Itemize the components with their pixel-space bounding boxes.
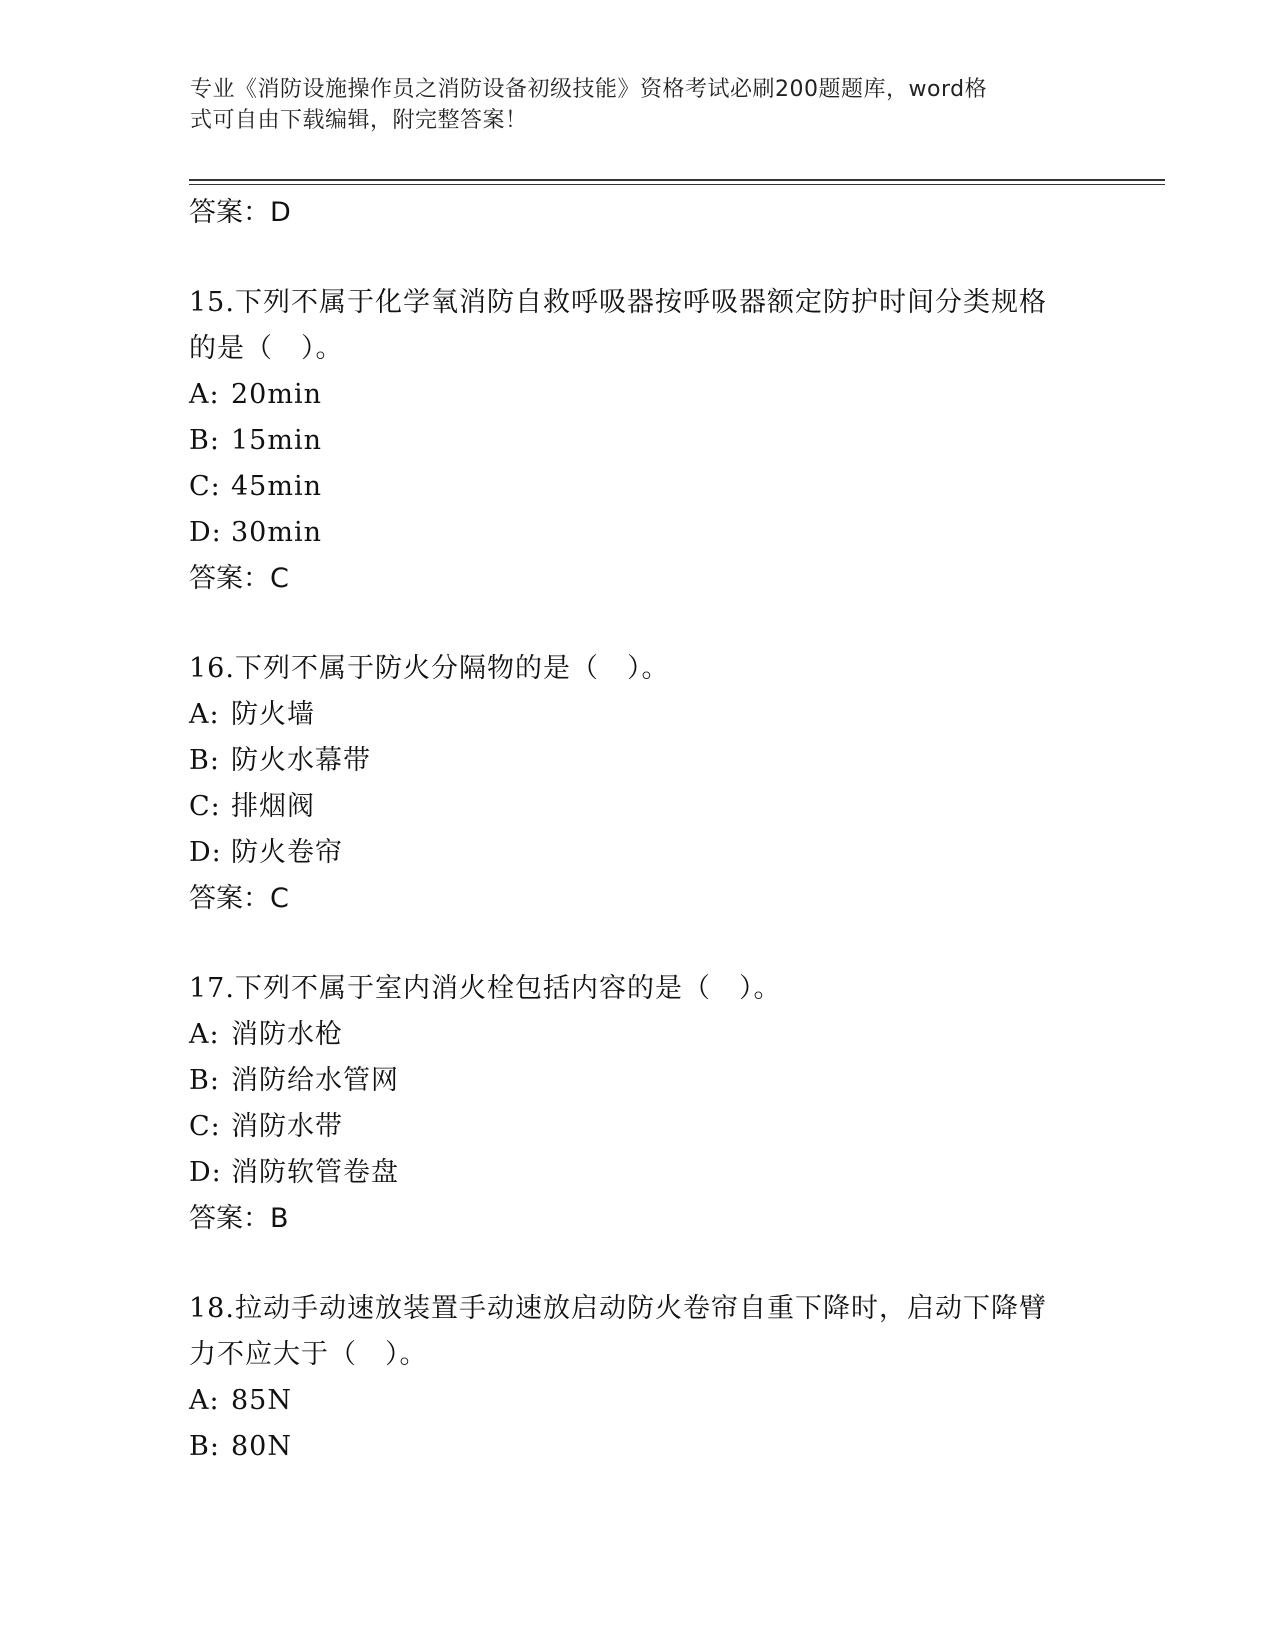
answer-label: 答案： xyxy=(189,563,270,594)
option-b xyxy=(189,418,1089,464)
question-18 xyxy=(189,1286,1089,1470)
option-text: 防火墙 xyxy=(231,699,315,730)
option-d xyxy=(189,1150,1089,1196)
option-text: 排烟阀 xyxy=(231,791,315,822)
option-letter: D: xyxy=(189,1157,222,1188)
question-text-continued: 力不应大于（ ）。 xyxy=(189,1339,428,1370)
answer-value: C xyxy=(270,883,289,914)
question-list xyxy=(189,190,1089,1470)
option-text: 80N xyxy=(231,1431,292,1462)
header-line-2: 式可自由下载编辑，附完整答案！ xyxy=(190,108,528,133)
option-text: 85N xyxy=(231,1385,292,1416)
option-text: 30min xyxy=(231,517,322,548)
answer-label: 答案： xyxy=(189,1203,270,1234)
option-d xyxy=(189,830,1089,876)
option-c xyxy=(189,784,1089,830)
option-text: 20min xyxy=(231,379,322,410)
option-text: 防火卷帘 xyxy=(231,837,343,868)
option-letter: C: xyxy=(189,791,221,822)
question-text: 18.拉动手动速放装置手动速放启动防火卷帘自重下降时，启动下降臂 xyxy=(189,1293,1047,1324)
option-text: 防火水幕带 xyxy=(231,745,371,776)
option-text: 45min xyxy=(231,471,322,502)
option-letter: C: xyxy=(189,1111,221,1142)
option-d xyxy=(189,510,1089,556)
answer-label: 答案： xyxy=(189,883,270,914)
option-text: 消防给水管网 xyxy=(231,1065,399,1096)
option-text: 消防水带 xyxy=(231,1111,343,1142)
option-c xyxy=(189,1104,1089,1150)
question-15 xyxy=(189,280,1089,602)
answer-line xyxy=(189,1196,1089,1242)
question-number: 15. xyxy=(189,287,235,318)
header-divider-thick xyxy=(189,179,1165,181)
question-text-continued: 的是（ ）。 xyxy=(189,333,344,364)
option-b xyxy=(189,1424,1089,1470)
option-letter: B: xyxy=(189,745,220,776)
question-number: 16. xyxy=(189,653,235,684)
answer-line xyxy=(189,556,1089,602)
option-letter: A: xyxy=(189,1019,220,1050)
question-text: 16.下列不属于防火分隔物的是（ ）。 xyxy=(189,653,670,684)
option-letter: C: xyxy=(189,471,221,502)
answer-line xyxy=(189,876,1089,922)
option-letter: B: xyxy=(189,1431,220,1462)
option-letter: B: xyxy=(189,425,220,456)
header-divider-thin xyxy=(189,184,1165,185)
option-text: 消防软管卷盘 xyxy=(231,1157,399,1188)
option-a xyxy=(189,1378,1089,1424)
question-17 xyxy=(189,966,1089,1242)
question-number: 17. xyxy=(189,973,235,1004)
option-b xyxy=(189,738,1089,784)
header-line-1: 专业《消防设施操作员之消防设备初级技能》资格考试必刷200题题库，word格 xyxy=(190,77,988,102)
question-text: 17.下列不属于室内消火栓包括内容的是（ ）。 xyxy=(189,973,782,1004)
option-letter: B: xyxy=(189,1065,220,1096)
option-letter: D: xyxy=(189,517,222,548)
question-16 xyxy=(189,646,1089,922)
option-text: 消防水枪 xyxy=(231,1019,343,1050)
answer-value: B xyxy=(270,1203,289,1234)
option-letter: A: xyxy=(189,1385,220,1416)
option-a xyxy=(189,372,1089,418)
answer-label: 答案： xyxy=(189,197,270,228)
option-a xyxy=(189,692,1089,738)
option-c xyxy=(189,464,1089,510)
answer-line xyxy=(189,190,1089,236)
option-letter: A: xyxy=(189,699,220,730)
page-header xyxy=(190,74,1090,136)
question-text: 15.下列不属于化学氧消防自救呼吸器按呼吸器额定防护时间分类规格 xyxy=(189,287,1047,318)
answer-value: D xyxy=(270,197,291,228)
question-number: 18. xyxy=(189,1293,235,1324)
option-letter: D: xyxy=(189,837,222,868)
answer-value: C xyxy=(270,563,289,594)
option-letter: A: xyxy=(189,379,220,410)
option-a xyxy=(189,1012,1089,1058)
option-b xyxy=(189,1058,1089,1104)
option-text: 15min xyxy=(231,425,322,456)
